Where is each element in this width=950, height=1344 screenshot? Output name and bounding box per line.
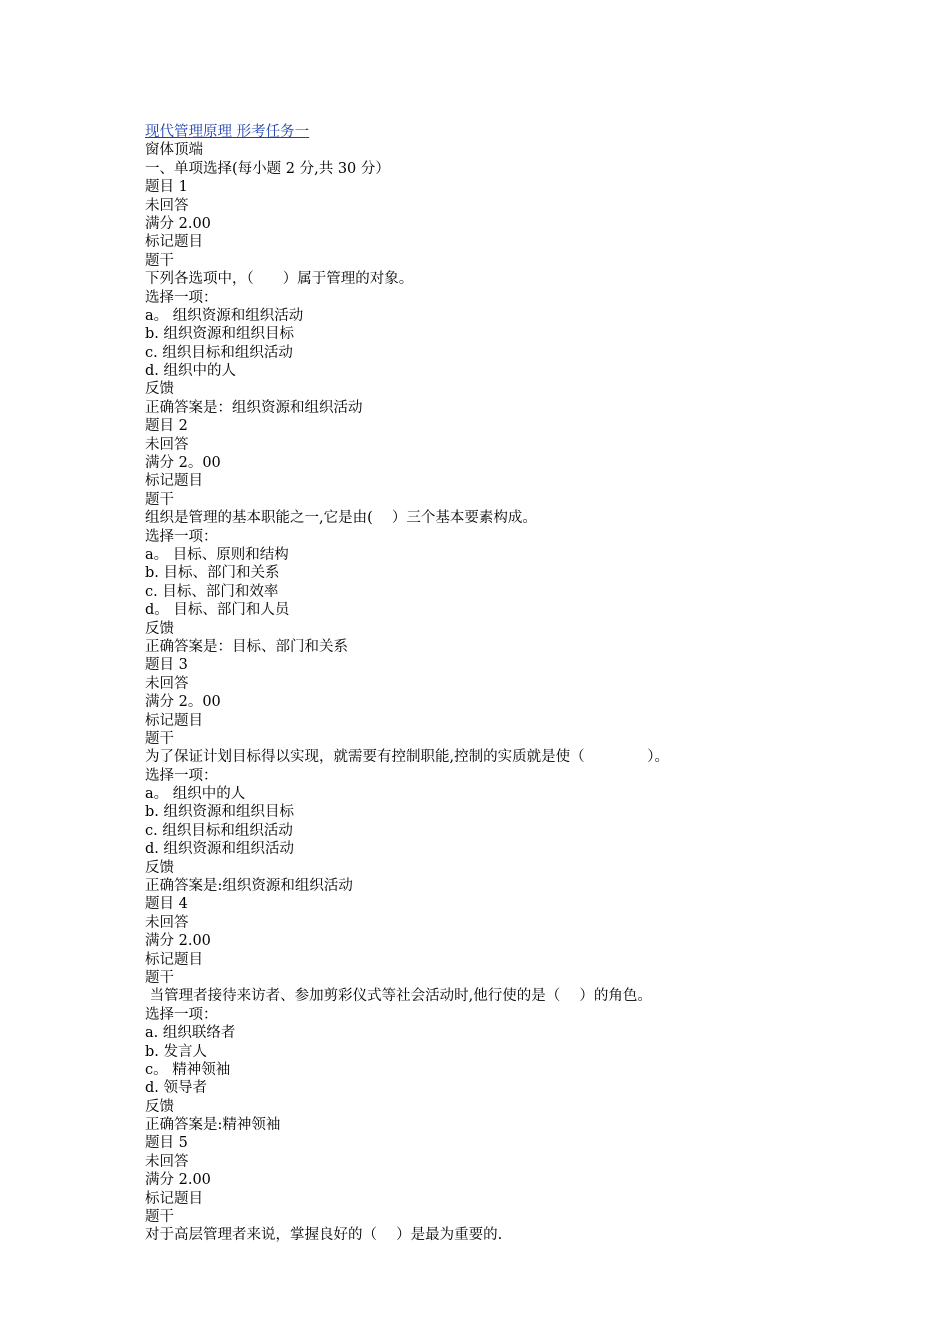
question-block-1: [145, 178, 905, 417]
feedback-label: 反馈: [145, 381, 174, 398]
question-score: 满分 2.00: [145, 933, 211, 950]
question-status: 未回答: [145, 914, 189, 931]
question-status: 未回答: [145, 436, 189, 453]
title-link[interactable]: 现代管理原理 形考任务一: [145, 124, 310, 140]
question-block-3: [145, 656, 905, 895]
question-block-4: [145, 895, 905, 1134]
stem-label: 题干: [145, 1209, 174, 1226]
correct-answer: 正确答案是:精神领袖: [145, 1117, 281, 1134]
option-b[interactable]: b. 组织资源和组织目标: [145, 804, 294, 821]
feedback-label: 反馈: [145, 859, 174, 876]
question-status: 未回答: [145, 1153, 189, 1170]
correct-answer: 正确答案是：组织资源和组织活动: [145, 399, 363, 416]
document-page: [145, 123, 905, 1245]
option-b[interactable]: b. 目标、部门和关系: [145, 565, 280, 582]
option-c[interactable]: c。 精神领袖: [145, 1061, 231, 1078]
option-c[interactable]: c. 目标、部门和效率: [145, 583, 279, 600]
question-stem: 当管理者接待来访者、参加剪彩仪式等社会活动时,他行使的是（ ）的角色。: [145, 988, 652, 1005]
question-number: 题目 3: [145, 657, 188, 674]
option-c[interactable]: c. 组织目标和组织活动: [145, 822, 293, 839]
question-score: 满分 2.00: [145, 1172, 211, 1189]
question-score: 满分 2。00: [145, 455, 221, 472]
option-a[interactable]: a。 组织资源和组织活动: [145, 307, 304, 324]
option-b[interactable]: b. 组织资源和组织目标: [145, 326, 294, 343]
correct-answer: 正确答案是:组织资源和组织活动: [145, 878, 353, 895]
option-d[interactable]: d. 组织资源和组织活动: [145, 841, 294, 858]
question-number: 题目 5: [145, 1135, 188, 1152]
choose-label: 选择一项：: [145, 528, 218, 545]
question-score: 满分 2.00: [145, 215, 211, 232]
question-block-2: [145, 417, 905, 656]
stem-label: 题干: [145, 730, 174, 747]
stem-label: 题干: [145, 491, 174, 508]
flag-question[interactable]: 标记题目: [145, 951, 203, 968]
form-top-label: 窗体顶端: [145, 142, 203, 159]
correct-answer: 正确答案是：目标、部门和关系: [145, 638, 348, 655]
choose-label: 选择一项：: [145, 767, 218, 784]
question-number: 题目 4: [145, 896, 188, 913]
option-a[interactable]: a。 目标、原则和结构: [145, 546, 289, 563]
question-stem: 组织是管理的基本职能之一,它是由( ）三个基本要素构成。: [145, 510, 537, 527]
question-block-5: [145, 1134, 905, 1244]
question-stem: 为了保证计划目标得以实现，就需要有控制职能,控制的实质就是使（ ）。: [145, 749, 669, 766]
question-stem: 下列各选项中，（ ）属于管理的对象。: [145, 271, 414, 288]
option-d[interactable]: d. 组织中的人: [145, 363, 236, 380]
flag-question[interactable]: 标记题目: [145, 473, 203, 490]
feedback-label: 反馈: [145, 620, 174, 637]
option-b[interactable]: b. 发言人: [145, 1043, 207, 1060]
choose-label: 选择一项：: [145, 1006, 218, 1023]
flag-question[interactable]: 标记题目: [145, 234, 203, 251]
choose-label: 选择一项：: [145, 289, 218, 306]
question-status: 未回答: [145, 197, 189, 214]
question-stem: 对于高层管理者来说，掌握良好的（ ）是最为重要的.: [145, 1227, 503, 1244]
option-c[interactable]: c. 组织目标和组织活动: [145, 344, 293, 361]
question-number: 题目 1: [145, 179, 188, 196]
option-a[interactable]: a。 组织中的人: [145, 786, 246, 803]
question-score: 满分 2。00: [145, 694, 221, 711]
section-heading: 一、单项选择(每小题 2 分,共 30 分）: [145, 160, 390, 177]
stem-label: 题干: [145, 969, 174, 986]
question-status: 未回答: [145, 675, 189, 692]
question-number: 题目 2: [145, 418, 188, 435]
option-a[interactable]: a. 组织联络者: [145, 1025, 236, 1042]
option-d[interactable]: d. 领导者: [145, 1080, 207, 1097]
flag-question[interactable]: 标记题目: [145, 1190, 203, 1207]
flag-question[interactable]: 标记题目: [145, 712, 203, 729]
document-title: [145, 123, 905, 141]
stem-label: 题干: [145, 252, 174, 269]
option-d[interactable]: d。 目标、部门和人员: [145, 602, 290, 619]
feedback-label: 反馈: [145, 1098, 174, 1115]
